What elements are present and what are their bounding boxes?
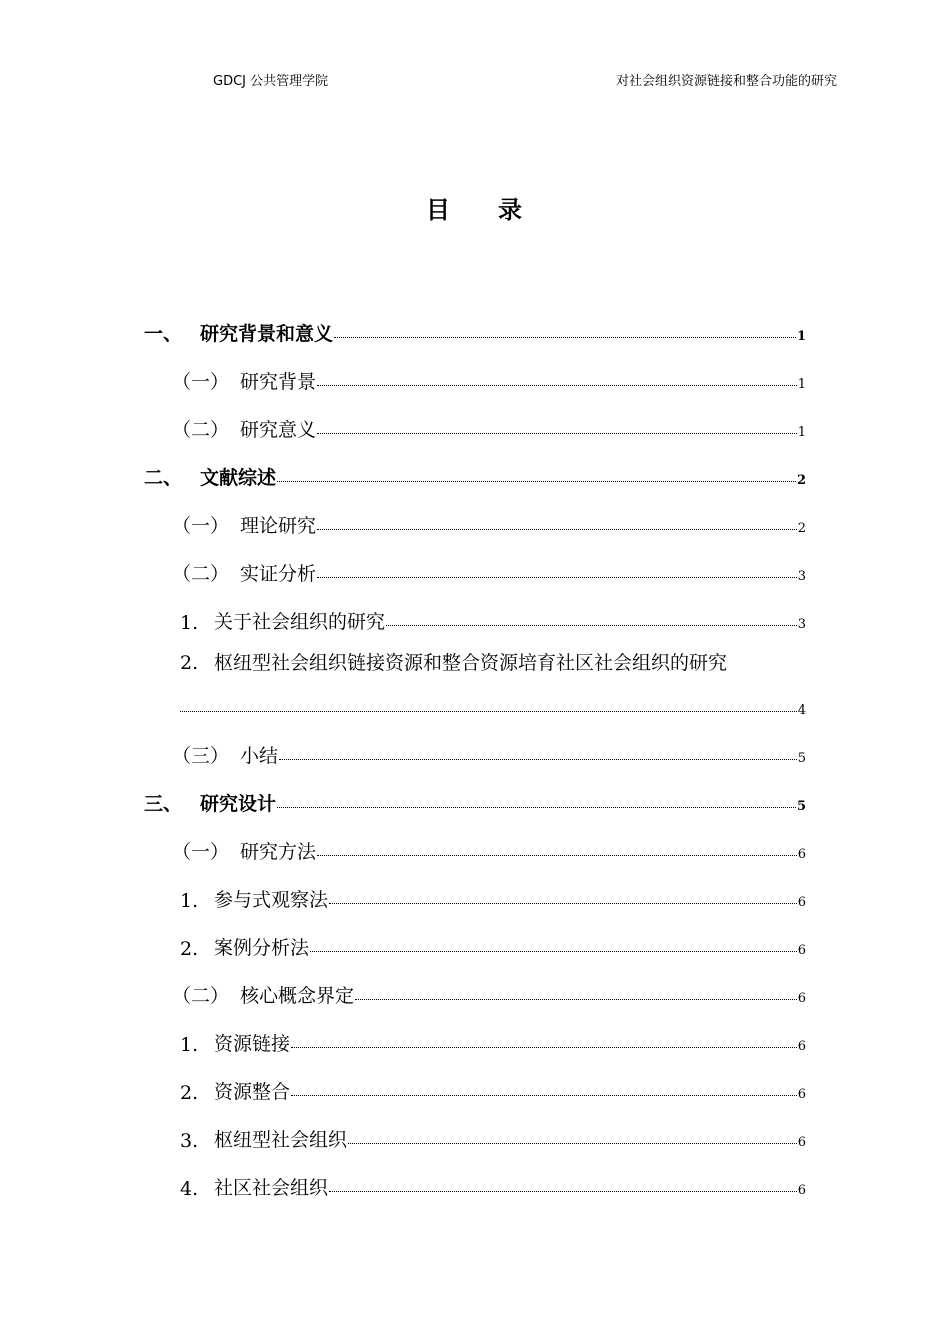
toc-entry[interactable] bbox=[172, 834, 806, 864]
toc-entry-page: 1 bbox=[796, 329, 806, 344]
toc-entry-wrapped[interactable] bbox=[180, 648, 727, 675]
toc-entry-number: （二） bbox=[172, 563, 230, 585]
dot-leader bbox=[317, 384, 797, 386]
toc-entry-text: 实证分析 bbox=[240, 563, 317, 585]
toc-entry-page: 3 bbox=[797, 569, 806, 584]
toc-entry-number: （一） bbox=[172, 371, 230, 393]
toc-entry-text: 枢纽型社会组织 bbox=[214, 1129, 348, 1151]
toc-entry-text: 案例分析法 bbox=[214, 937, 310, 959]
toc-entry[interactable] bbox=[144, 786, 806, 816]
toc-entry-text: 理论研究 bbox=[240, 515, 317, 537]
toc-entry[interactable] bbox=[144, 316, 806, 346]
toc-entry-number: 二、 bbox=[144, 467, 183, 489]
toc-entry[interactable] bbox=[180, 1170, 806, 1200]
toc-entry[interactable] bbox=[180, 882, 806, 912]
toc-entry-text: 研究方法 bbox=[240, 841, 317, 863]
toc-entry-text: 研究设计 bbox=[200, 793, 277, 815]
toc-title-char-2: 录 bbox=[498, 196, 524, 224]
dot-leader bbox=[277, 480, 796, 482]
toc-entry[interactable] bbox=[172, 556, 806, 586]
toc-entry-text: 研究意义 bbox=[240, 419, 317, 441]
dot-leader bbox=[291, 1094, 797, 1096]
toc-entry-number: 1. bbox=[180, 612, 199, 634]
toc-title-char-1: 目 bbox=[426, 196, 452, 224]
toc-entry-text: 文献综述 bbox=[200, 467, 277, 489]
toc-entry-page: 2 bbox=[797, 521, 806, 536]
dot-leader bbox=[317, 854, 797, 856]
toc-entry-page: 2 bbox=[796, 473, 806, 488]
dot-leader bbox=[310, 950, 797, 952]
toc-entry-number: 1. bbox=[180, 1034, 199, 1056]
toc-entry[interactable] bbox=[180, 1074, 806, 1104]
dot-leader bbox=[279, 758, 797, 760]
toc-entry[interactable] bbox=[180, 1122, 806, 1152]
toc-entry-page: 6 bbox=[797, 1087, 806, 1102]
toc-entry-page: 6 bbox=[797, 1135, 806, 1150]
dot-leader bbox=[277, 806, 796, 808]
dot-leader bbox=[348, 1142, 797, 1144]
dot-leader bbox=[334, 336, 796, 338]
dot-leader bbox=[317, 528, 797, 530]
toc-entry-text: 枢纽型社会组织链接资源和整合资源培育社区社会组织的研究 bbox=[214, 652, 728, 674]
toc-entry-text: 参与式观察法 bbox=[214, 889, 329, 911]
toc-entry-text: 核心概念界定 bbox=[240, 985, 355, 1007]
toc-entry-page: 1 bbox=[797, 377, 806, 392]
toc-entry[interactable] bbox=[180, 1026, 806, 1056]
toc-entry-page: 3 bbox=[797, 617, 806, 632]
toc-entry[interactable] bbox=[172, 978, 806, 1008]
toc-entry[interactable] bbox=[172, 364, 806, 394]
dot-leader bbox=[355, 998, 797, 1000]
toc-entry-page: 6 bbox=[797, 895, 806, 910]
dot-leader bbox=[291, 1046, 797, 1048]
toc-entry-text: 小结 bbox=[240, 745, 279, 767]
toc-entry-text: 研究背景 bbox=[240, 371, 317, 393]
toc-entry[interactable] bbox=[180, 604, 806, 634]
toc-entry-page: 5 bbox=[796, 799, 806, 814]
toc-entry-page: 6 bbox=[797, 943, 806, 958]
toc-entry[interactable] bbox=[172, 412, 806, 442]
dot-leader bbox=[317, 432, 797, 434]
page-header bbox=[0, 62, 950, 102]
header-paper-title: 对社会组织资源链接和整合功能的研究 bbox=[615, 74, 837, 89]
toc-entry-number: （一） bbox=[172, 841, 230, 863]
toc-entry-page: 6 bbox=[797, 847, 806, 862]
toc-entry-page: 6 bbox=[797, 991, 806, 1006]
toc-entry-number: （二） bbox=[172, 985, 230, 1007]
toc-entry-number: 2. bbox=[180, 652, 199, 674]
toc-entry-number: 2. bbox=[180, 938, 199, 960]
toc-entry-number: 4. bbox=[180, 1178, 199, 1200]
toc-entry[interactable] bbox=[172, 738, 806, 768]
toc-entry-continuation[interactable] bbox=[180, 690, 806, 720]
dot-leader bbox=[329, 1190, 797, 1192]
toc-entry-number: 1. bbox=[180, 890, 199, 912]
header-institution: GDCJ 公共管理学院 bbox=[213, 74, 329, 89]
toc-entry-number: （一） bbox=[172, 515, 230, 537]
toc-entry-text: 资源整合 bbox=[214, 1081, 291, 1103]
toc-entry-number: 三、 bbox=[144, 793, 183, 815]
dot-leader bbox=[329, 902, 797, 904]
toc-entry-page: 6 bbox=[797, 1039, 806, 1054]
toc-entry-number: （二） bbox=[172, 419, 230, 441]
toc-entry-text: 社区社会组织 bbox=[214, 1177, 329, 1199]
toc-title bbox=[0, 190, 950, 225]
dot-leader bbox=[317, 576, 797, 578]
toc-entry-number: 2. bbox=[180, 1082, 199, 1104]
dot-leader bbox=[386, 624, 797, 626]
toc-entry-number: （三） bbox=[172, 745, 230, 767]
toc-entry-text: 研究背景和意义 bbox=[200, 323, 334, 345]
toc-entry[interactable] bbox=[172, 508, 806, 538]
toc-entry-page: 6 bbox=[797, 1183, 806, 1198]
toc-entry-page: 5 bbox=[797, 751, 806, 766]
toc-entry[interactable] bbox=[144, 460, 806, 490]
toc-entry-number: 3. bbox=[180, 1130, 199, 1152]
dot-leader bbox=[180, 710, 797, 712]
toc-entry-text: 资源链接 bbox=[214, 1033, 291, 1055]
toc-entry-page: 4 bbox=[797, 703, 806, 718]
toc-entry-text: 关于社会组织的研究 bbox=[214, 611, 386, 633]
toc-entry-page: 1 bbox=[797, 425, 806, 440]
toc-entry-number: 一、 bbox=[144, 323, 183, 345]
toc-entry[interactable] bbox=[180, 930, 806, 960]
